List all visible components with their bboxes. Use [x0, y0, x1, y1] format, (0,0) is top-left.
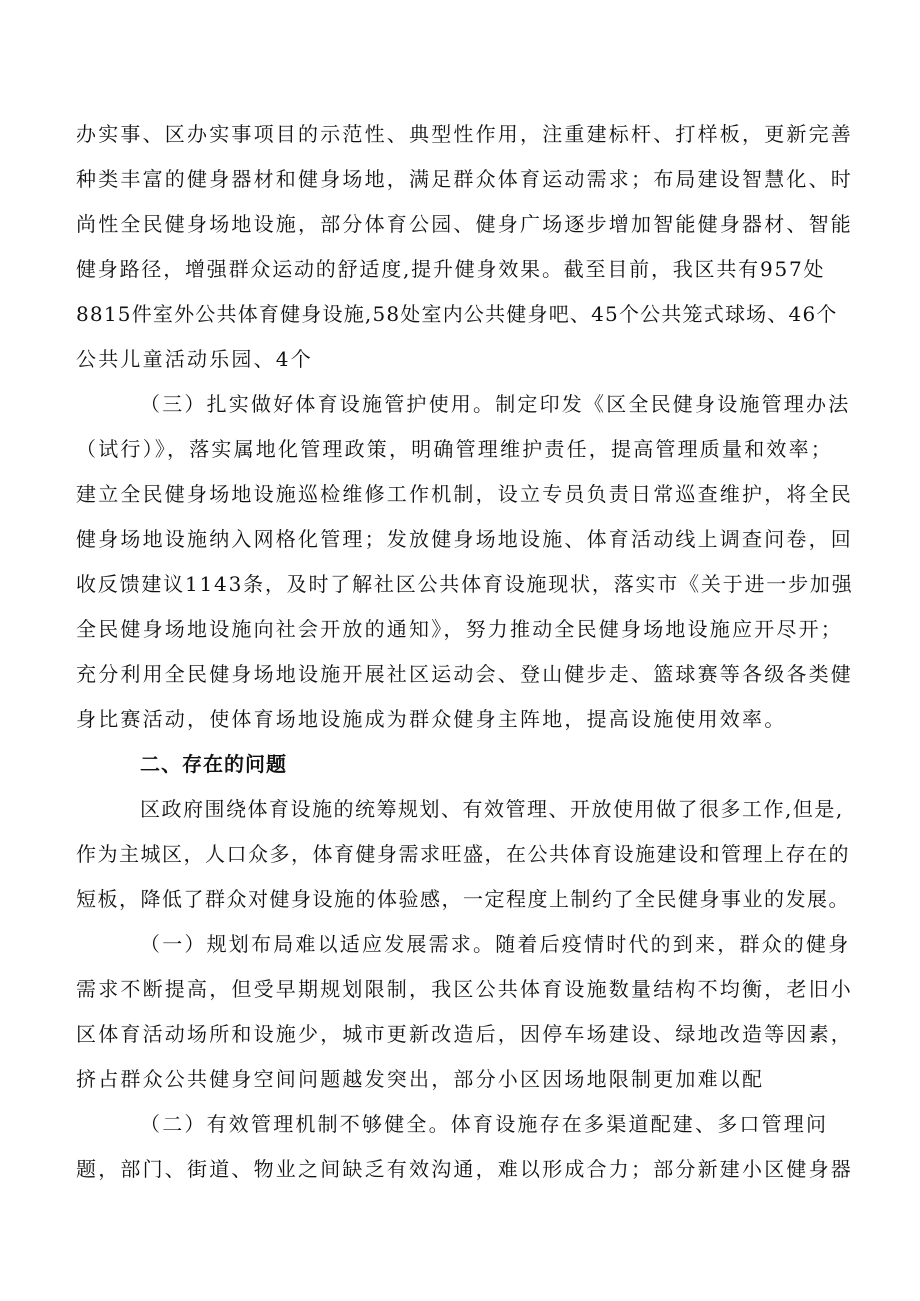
- text-line: 公共儿童活动乐园、4个: [76, 347, 313, 371]
- text-line: 区体育活动场所和设施少，城市更新改造后，因停车场建设、绿地改造等因素，: [76, 1022, 853, 1046]
- text-line: 8815件室外公共体育健身设施,58处室内公共健身吧、45个公共笼式球场、46个: [76, 302, 838, 326]
- text-line: 题，部门、街道、物业之间缺乏有效沟通，难以形成合力；部分新建小区健身器: [76, 1157, 853, 1181]
- text-line: 充分利用全民健身场地设施开展社区运动会、登山健步走、篮球赛等各级各类健: [76, 662, 853, 686]
- text-line: 健身路径，增强群众运动的舒适度,提升健身效果。截至目前，我区共有957处: [76, 257, 826, 281]
- text-line: 尚性全民健身场地设施，部分体育公园、健身广场逐步增加智能健身器材、智能: [76, 212, 853, 236]
- text-line: 建立全民健身场地设施巡检维修工作机制，设立专员负责日常巡查维护，将全民: [76, 482, 853, 506]
- text-line: 身比赛活动，使体育场地设施成为群众健身主阵地，提高设施使用效率。: [76, 707, 787, 731]
- text-line: 全民健身场地设施向社会开放的通知》，努力推动全民健身场地设施应开尽开；: [76, 617, 843, 641]
- text-line: 办实事、区办实事项目的示范性、典型性作用，注重建标杆、打样板，更新完善: [76, 122, 853, 146]
- section-heading-1: （一）规划布局难以适应发展需求。随着后疫情时代的到来，群众的健身: [140, 932, 851, 956]
- text-line: 区政府围绕体育设施的统筹规划、有效管理、开放使用做了很多工作,但是,: [140, 797, 844, 821]
- text-line: 作为主城区，人口众多，体育健身需求旺盛，在公共体育设施建设和管理上存在的: [76, 842, 850, 866]
- section-heading-2: （二）有效管理机制不够健全。体育设施存在多渠道配建、多口管理问: [140, 1112, 829, 1136]
- text-line: （试行）》，落实属地化管理政策，明确管理维护责任，提高管理质量和效率；: [76, 437, 833, 461]
- text-line: 收反馈建议1143条，及时了解社区公共体育设施现状，落实市《关于进一步加强: [76, 572, 854, 596]
- text-line: 短板，降低了群众对健身设施的体验感，一定程度上制约了全民健身事业的发展。: [76, 887, 850, 911]
- section-heading-problems: 二、存在的问题: [140, 752, 287, 776]
- text-line: 挤占群众公共健身空间问题越发突出，部分小区因场地限制更加难以配: [76, 1067, 765, 1091]
- section-heading-3: （三）扎实做好体育设施管护使用。制定印发《区全民健身设施管理办法: [140, 392, 851, 416]
- text-line: 种类丰富的健身器材和健身场地，满足群众体育运动需求；布局建设智慧化、时: [76, 167, 853, 191]
- text-line: 健身场地设施纳入网格化管理；发放健身场地设施、体育活动线上调查问卷，回: [76, 527, 853, 551]
- text-line: 需求不断提高，但受早期规划限制，我区公共体育设施数量结构不均衡，老旧小: [76, 977, 853, 1001]
